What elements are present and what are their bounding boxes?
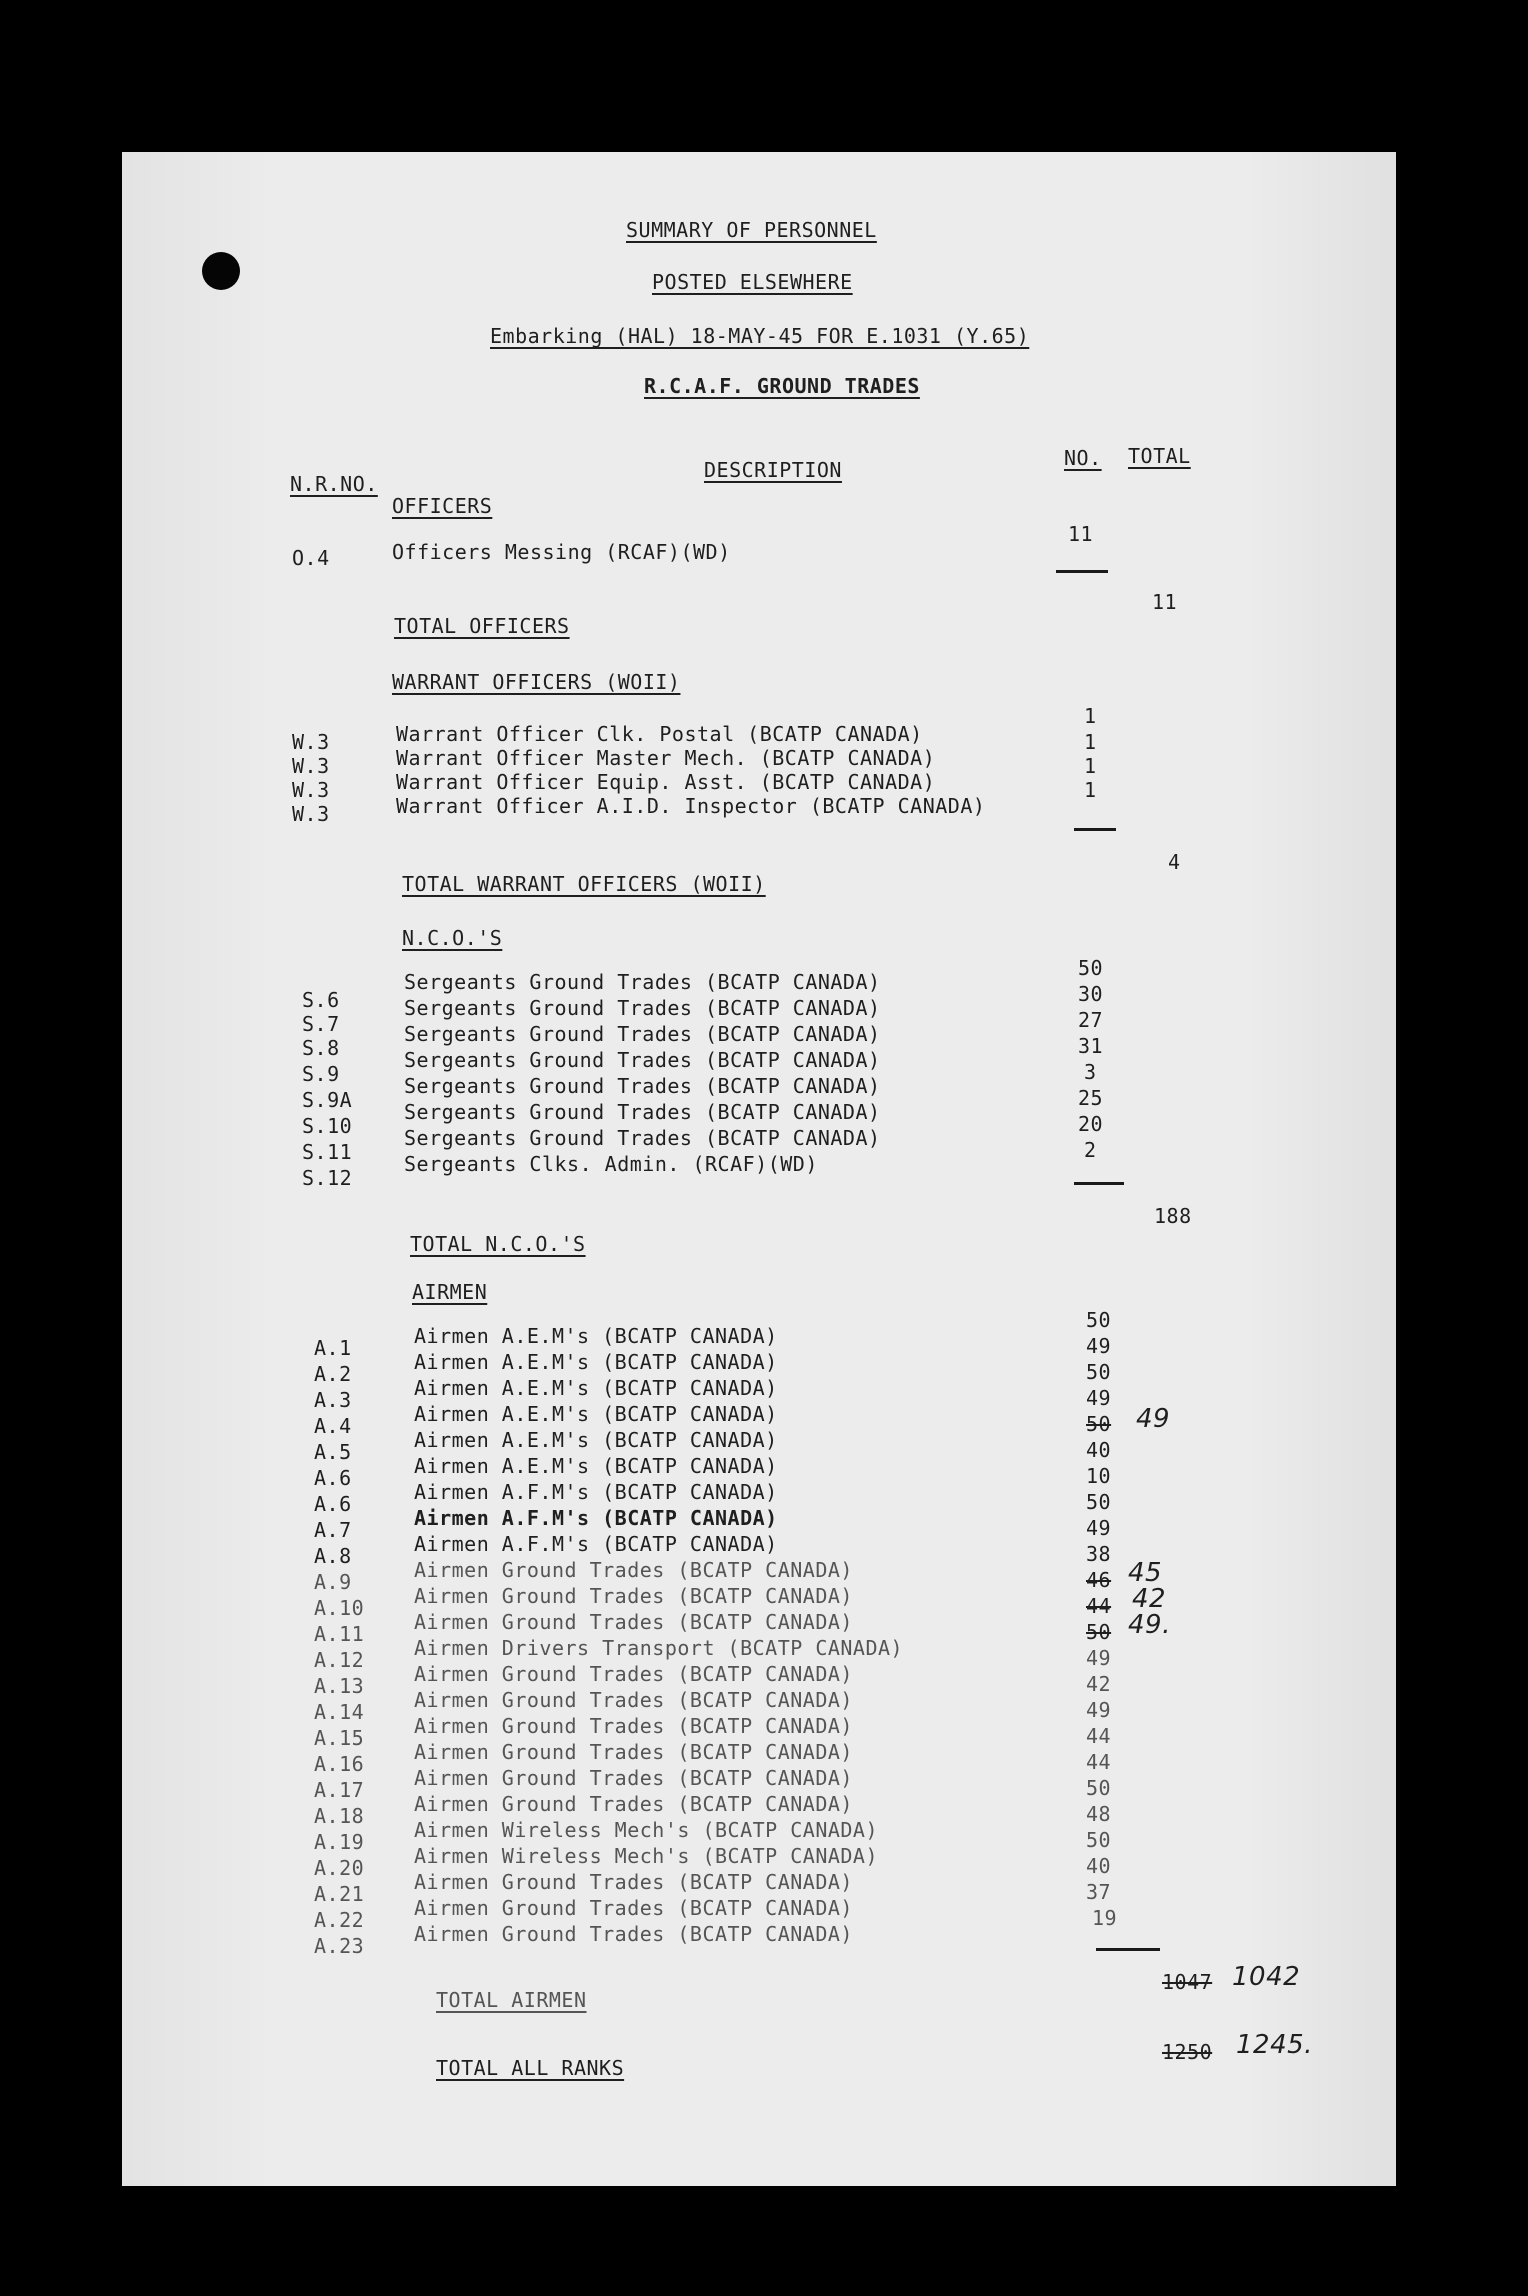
airmen-row-desc: Airmen Ground Trades (BCATP CANADA) <box>414 1558 853 1582</box>
nco-row-no: 50 <box>1078 956 1104 980</box>
airmen-row-no: 40 <box>1086 1854 1112 1878</box>
wo-row-no: 1 <box>1084 778 1097 802</box>
airmen-row-no: 49 <box>1086 1646 1112 1670</box>
wo-total-value: 4 <box>1168 850 1181 874</box>
wo-row-desc: Warrant Officer Clk. Postal (BCATP CANADA) <box>396 722 923 746</box>
airmen-row-no: 49 <box>1086 1516 1112 1540</box>
airmen-row-desc: Airmen A.F.M's (BCATP CANADA) <box>414 1506 778 1530</box>
nco-row-code: S.9 <box>302 1062 340 1086</box>
airmen-row-handwritten-correction: 49. <box>1128 1610 1171 1640</box>
airmen-row-no: 49 <box>1086 1334 1112 1358</box>
wo-row-code: W.3 <box>292 778 330 802</box>
airmen-row-code: A.8 <box>314 1544 352 1568</box>
nco-total-value: 188 <box>1154 1204 1192 1228</box>
airmen-row-code: A.2 <box>314 1362 352 1386</box>
airmen-row-desc: Airmen Ground Trades (BCATP CANADA) <box>414 1870 853 1894</box>
airmen-row-desc: Airmen A.E.M's (BCATP CANADA) <box>414 1376 778 1400</box>
punch-hole <box>202 252 240 290</box>
airmen-row-desc: Airmen Ground Trades (BCATP CANADA) <box>414 1792 853 1816</box>
airmen-row-no: 49 <box>1086 1386 1112 1410</box>
airmen-row-code: A.17 <box>314 1778 365 1802</box>
airmen-row-desc: Airmen A.E.M's (BCATP CANADA) <box>414 1402 778 1426</box>
airmen-row-code: A.10 <box>314 1596 365 1620</box>
nco-row-code: S.10 <box>302 1114 353 1138</box>
airmen-row-desc: Airmen Wireless Mech's (BCATP CANADA) <box>414 1844 879 1868</box>
nco-row-code: S.9A <box>302 1088 353 1112</box>
airmen-row-desc: Airmen Drivers Transport (BCATP CANADA) <box>414 1636 904 1660</box>
officers-row-no: 11 <box>1068 522 1094 546</box>
grand-total-struck: 1250 <box>1162 2040 1213 2064</box>
officers-subtotal-rule <box>1056 570 1108 573</box>
airmen-row-code: A.6 <box>314 1466 352 1490</box>
airmen-row-code: A.11 <box>314 1622 365 1646</box>
airmen-row-no: 50 <box>1086 1360 1112 1384</box>
officers-total-label: TOTAL OFFICERS <box>394 614 570 638</box>
airmen-row-no: 37 <box>1086 1880 1112 1904</box>
title-line-1: SUMMARY OF PERSONNEL <box>626 218 877 242</box>
wo-row-no: 1 <box>1084 730 1097 754</box>
nco-row-desc: Sergeants Ground Trades (BCATP CANADA) <box>404 1100 881 1124</box>
airmen-row-code: A.13 <box>314 1674 365 1698</box>
airmen-row-desc: Airmen Ground Trades (BCATP CANADA) <box>414 1688 853 1712</box>
airmen-row-no: 50 <box>1086 1308 1112 1332</box>
nco-row-no: 20 <box>1078 1112 1104 1136</box>
airmen-row-desc: Airmen A.E.M's (BCATP CANADA) <box>414 1350 778 1374</box>
title-line-2: POSTED ELSEWHERE <box>652 270 853 294</box>
airmen-row-code: A.20 <box>314 1856 365 1880</box>
airmen-row-desc: Airmen Ground Trades (BCATP CANADA) <box>414 1896 853 1920</box>
officers-row-code: O.4 <box>292 546 330 570</box>
airmen-row-code: A.18 <box>314 1804 365 1828</box>
airmen-row-code: A.1 <box>314 1336 352 1360</box>
officers-row-desc: Officers Messing (RCAF)(WD) <box>392 540 731 564</box>
airmen-row-desc: Airmen A.E.M's (BCATP CANADA) <box>414 1324 778 1348</box>
warrant-officers-heading: WARRANT OFFICERS (WOII) <box>392 670 681 694</box>
airmen-row-handwritten-correction: 45 <box>1128 1558 1163 1588</box>
airmen-row-code: A.4 <box>314 1414 352 1438</box>
airmen-row-desc: Airmen A.E.M's (BCATP CANADA) <box>414 1454 778 1478</box>
airmen-row-desc: Airmen A.E.M's (BCATP CANADA) <box>414 1428 778 1452</box>
officers-heading: OFFICERS <box>392 494 493 518</box>
airmen-row-no-struck: 50 <box>1086 1412 1112 1436</box>
airmen-row-no-struck: 44 <box>1086 1594 1112 1618</box>
airmen-row-desc: Airmen Ground Trades (BCATP CANADA) <box>414 1714 853 1738</box>
wo-row-desc: Warrant Officer Master Mech. (BCATP CANADA) <box>396 746 936 770</box>
ncos-heading: N.C.O.'S <box>402 926 503 950</box>
nco-row-code: S.12 <box>302 1166 353 1190</box>
nco-row-desc: Sergeants Ground Trades (BCATP CANADA) <box>404 970 881 994</box>
column-header-description: DESCRIPTION <box>704 458 842 482</box>
nco-row-desc: Sergeants Clks. Admin. (RCAF)(WD) <box>404 1152 818 1176</box>
airmen-row-code: A.19 <box>314 1830 365 1854</box>
nco-row-desc: Sergeants Ground Trades (BCATP CANADA) <box>404 996 881 1020</box>
airmen-row-code: A.14 <box>314 1700 365 1724</box>
airmen-row-desc: Airmen A.F.M's (BCATP CANADA) <box>414 1480 778 1504</box>
airmen-row-code: A.12 <box>314 1648 365 1672</box>
airmen-row-no: 40 <box>1086 1438 1112 1462</box>
officers-total-value: 11 <box>1152 590 1178 614</box>
airmen-row-no: 49 <box>1086 1698 1112 1722</box>
column-header-total: TOTAL <box>1128 444 1191 468</box>
title-line-3: Embarking (HAL) 18-MAY-45 FOR E.1031 (Y.65) <box>490 324 1030 348</box>
airmen-row-code: A.9 <box>314 1570 352 1594</box>
column-header-nr-no: N.R.NO. <box>290 472 378 496</box>
airmen-row-handwritten-correction: 42 <box>1132 1584 1167 1614</box>
nco-row-code: S.8 <box>302 1036 340 1060</box>
nco-row-desc: Sergeants Ground Trades (BCATP CANADA) <box>404 1126 881 1150</box>
airmen-row-desc: Airmen Ground Trades (BCATP CANADA) <box>414 1922 853 1946</box>
airmen-total-handwritten: 1042 <box>1232 1962 1301 1992</box>
airmen-row-no: 44 <box>1086 1750 1112 1774</box>
airmen-row-code: A.3 <box>314 1388 352 1412</box>
grand-total-label: TOTAL ALL RANKS <box>436 2056 625 2080</box>
airmen-row-desc: Airmen Ground Trades (BCATP CANADA) <box>414 1662 853 1686</box>
wo-row-code: W.3 <box>292 802 330 826</box>
nco-total-label: TOTAL N.C.O.'S <box>410 1232 586 1256</box>
airmen-row-code: A.15 <box>314 1726 365 1750</box>
nco-row-no: 30 <box>1078 982 1104 1006</box>
airmen-row-no: 10 <box>1086 1464 1112 1488</box>
title-line-4: R.C.A.F. GROUND TRADES <box>644 374 920 398</box>
airmen-row-code: A.7 <box>314 1518 352 1542</box>
nco-row-desc: Sergeants Ground Trades (BCATP CANADA) <box>404 1074 881 1098</box>
airmen-row-no-struck: 50 <box>1086 1620 1112 1644</box>
airmen-row-desc: Airmen A.F.M's (BCATP CANADA) <box>414 1532 778 1556</box>
airmen-row-code: A.5 <box>314 1440 352 1464</box>
airmen-row-handwritten-correction: 49 <box>1136 1404 1171 1434</box>
airmen-row-desc: Airmen Ground Trades (BCATP CANADA) <box>414 1584 853 1608</box>
airmen-row-no-struck: 46 <box>1086 1568 1112 1592</box>
airmen-subtotal-rule <box>1096 1948 1160 1951</box>
airmen-row-no: 50 <box>1086 1828 1112 1852</box>
airmen-row-no: 44 <box>1086 1724 1112 1748</box>
wo-row-no: 1 <box>1084 754 1097 778</box>
nco-row-no: 3 <box>1084 1060 1097 1084</box>
airmen-row-desc: Airmen Ground Trades (BCATP CANADA) <box>414 1610 853 1634</box>
airmen-row-desc: Airmen Wireless Mech's (BCATP CANADA) <box>414 1818 879 1842</box>
document-page <box>122 152 1396 2186</box>
airmen-row-code: A.21 <box>314 1882 365 1906</box>
airmen-heading: AIRMEN <box>412 1280 488 1304</box>
airmen-row-desc: Airmen Ground Trades (BCATP CANADA) <box>414 1740 853 1764</box>
airmen-row-desc: Airmen Ground Trades (BCATP CANADA) <box>414 1766 853 1790</box>
wo-total-label: TOTAL WARRANT OFFICERS (WOII) <box>402 872 766 896</box>
wo-row-no: 1 <box>1084 704 1097 728</box>
airmen-row-code: A.22 <box>314 1908 365 1932</box>
airmen-row-code: A.16 <box>314 1752 365 1776</box>
airmen-row-code: A.23 <box>314 1934 365 1958</box>
nco-subtotal-rule <box>1074 1182 1124 1185</box>
airmen-row-no: 48 <box>1086 1802 1112 1826</box>
airmen-row-no: 50 <box>1086 1490 1112 1514</box>
airmen-row-no: 50 <box>1086 1776 1112 1800</box>
nco-row-desc: Sergeants Ground Trades (BCATP CANADA) <box>404 1022 881 1046</box>
nco-row-code: S.6 <box>302 988 340 1012</box>
nco-row-desc: Sergeants Ground Trades (BCATP CANADA) <box>404 1048 881 1072</box>
nco-row-code: S.11 <box>302 1140 353 1164</box>
airmen-row-code: A.6 <box>314 1492 352 1516</box>
airmen-total-label: TOTAL AIRMEN <box>436 1988 587 2012</box>
wo-row-desc: Warrant Officer A.I.D. Inspector (BCATP CANADA) <box>396 794 986 818</box>
nco-row-no: 25 <box>1078 1086 1104 1110</box>
nco-row-no: 31 <box>1078 1034 1104 1058</box>
nco-row-code: S.7 <box>302 1012 340 1036</box>
airmen-row-no: 42 <box>1086 1672 1112 1696</box>
grand-total-handwritten: 1245. <box>1236 2030 1313 2060</box>
wo-row-code: W.3 <box>292 730 330 754</box>
wo-subtotal-rule <box>1074 828 1116 831</box>
airmen-row-no: 19 <box>1092 1906 1118 1930</box>
wo-row-code: W.3 <box>292 754 330 778</box>
column-header-no: NO. <box>1064 446 1102 470</box>
airmen-row-no: 38 <box>1086 1542 1112 1566</box>
airmen-total-struck: 1047 <box>1162 1970 1213 1994</box>
wo-row-desc: Warrant Officer Equip. Asst. (BCATP CANADA) <box>396 770 936 794</box>
nco-row-no: 27 <box>1078 1008 1104 1032</box>
nco-row-no: 2 <box>1084 1138 1097 1162</box>
